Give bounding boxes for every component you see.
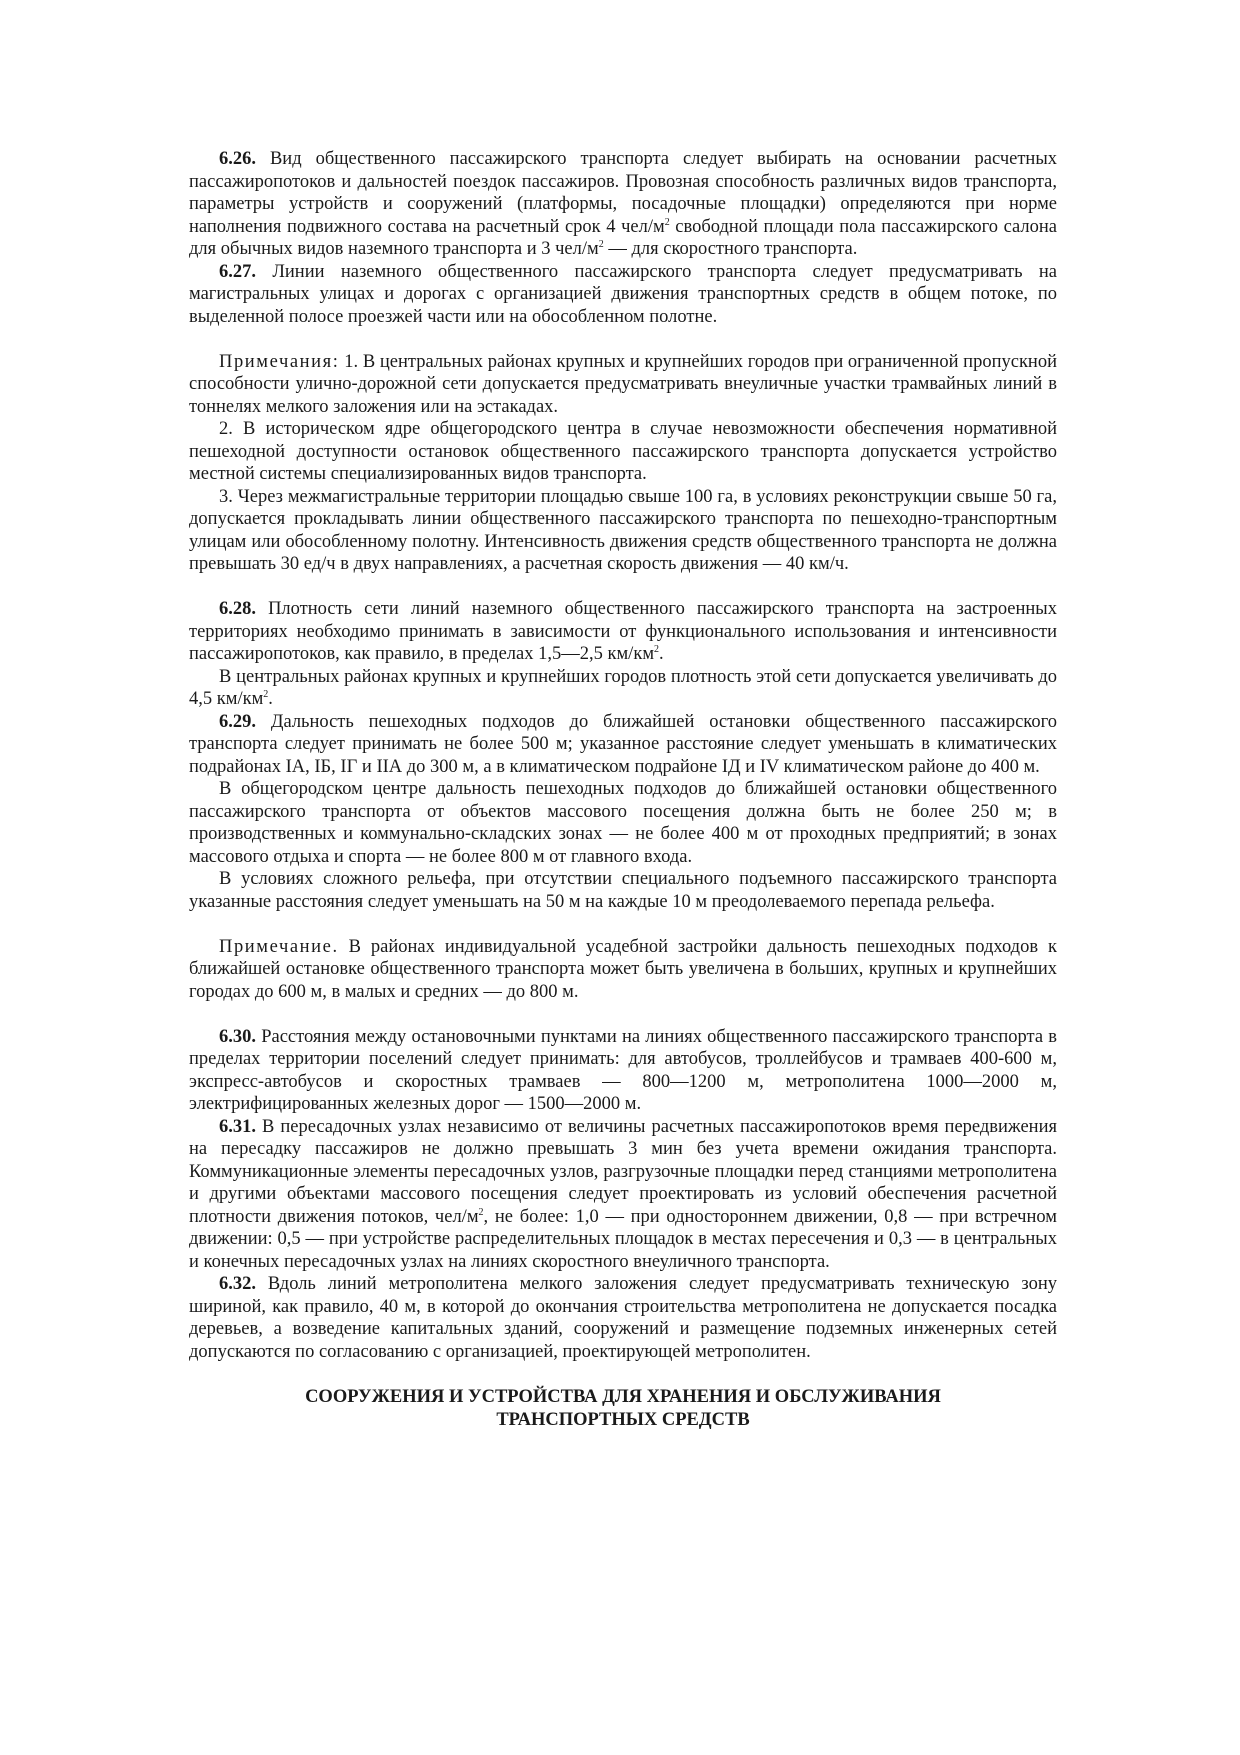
paragraph-6-32 bbox=[189, 1273, 1057, 1363]
superscript: 2 bbox=[654, 644, 660, 655]
paragraph-text: Дальность пешеходных подходов до ближайшей остановки общественного пассажирского транспорта следует принимать не более 500 м; указанное расстояние следует уменьшать в климатических подрайонах IА, IБ, IГ и IIА до 300 м, а в климатическом подрайоне IД и IV климатическом районе до 400 м. bbox=[189, 711, 1057, 777]
paragraph-text: . bbox=[659, 644, 664, 664]
paragraph-6-31 bbox=[189, 1116, 1057, 1274]
superscript: 2 bbox=[263, 689, 269, 700]
paragraph-6-30 bbox=[189, 1026, 1057, 1116]
paragraph-text: . bbox=[268, 689, 273, 709]
paragraph-text: В пересадочных узлах независимо от величины расчетных пассажиропотоков время передвижения на пересадку пассажиров не должно превышать 3 мин без учета времени ожидания транспорта. Коммуникационные элементы пересадочных узлов, разгрузочные площадки перед станциями метрополитена и другими объектами массового посещения следует проектировать из условий обеспечения расчетной плотности движения потоков, чел/м bbox=[189, 1116, 1057, 1227]
note-3 bbox=[189, 486, 1057, 576]
paragraph-6-27 bbox=[189, 261, 1057, 329]
paragraph-text: Вид общественного пассажирского транспорта следует выбирать на основании расчетных пассажиропотоков и дальностей поездок пассажиров. Провозная способность различных видов транспорта, параметры устройств и сооружений (платформы, посадочные площадки) определяются при норме наполнения подвижного состава на расчетный срок 4 чел/м bbox=[189, 149, 1057, 237]
paragraph-text: свободной площади пола пассажирского салона для обычных видов наземного транспорта и 3 чел/м bbox=[189, 216, 1057, 259]
note-1 bbox=[189, 351, 1057, 419]
paragraph-text: В центральных районах крупных и крупнейших городов плотность этой сети допускается увеличивать до 4,5 км/км bbox=[189, 666, 1057, 709]
note-text: 2. В историческом ядре общегородского центра в случае невозможности обеспечения нормативной пешеходной доступности остановок общественного пассажирского транспорта допускается устройство местной системы специализированных видов транспорта. bbox=[189, 419, 1057, 484]
superscript: 2 bbox=[598, 239, 604, 250]
clause-number: 6.32. bbox=[219, 1274, 256, 1294]
paragraph-text: В условиях сложного рельефа, при отсутствии специального подъемного пассажирского транспорта указанные расстояния следует уменьшать на 50 м на каждые 10 м преодолеваемого перепада рельефа. bbox=[189, 869, 1057, 912]
clause-number: 6.31. bbox=[219, 1116, 256, 1137]
paragraph-text: В общегородском центре дальность пешеходных подходов до ближайшей остановки общественного пассажирского транспорта от объектов массового посещения должна быть не более 250 м; в производственных и коммунально-складских зонах — не более 400 м от проходных предприятий; в зонах массового отдыха и спорта — не более 800 м от главного входа. bbox=[189, 779, 1057, 867]
section-heading-line-1: СООРУЖЕНИЯ И УСТРОЙСТВА ДЛЯ ХРАНЕНИЯ И ОБСЛУЖИВАНИЯ bbox=[305, 1387, 941, 1407]
superscript: 2 bbox=[664, 216, 670, 228]
paragraph-text: Плотность сети линий наземного общественного пассажирского транспорта на застроенных территориях необходимо принимать в зависимости от функционального использования и интенсивности пассажиропотоков, как правило, в пределах 1,5—2,5 км/км bbox=[189, 599, 1057, 664]
paragraph-text: Линии наземного общественного пассажирского транспорта следует предусматривать на магистральных улицах и дорогах с организацией движения транспортных средств в общем потоке, по выделенной полосе проезжей части или на обособленном полотне. bbox=[189, 261, 1057, 327]
note-label: Примечание. bbox=[219, 936, 339, 957]
section-heading-line-2: ТРАНСПОРТНЫХ СРЕДСТВ bbox=[496, 1409, 750, 1430]
clause-number: 6.29. bbox=[219, 711, 256, 732]
clause-number: 6.27. bbox=[219, 261, 256, 282]
paragraph-6-29-continued bbox=[189, 778, 1057, 868]
paragraph-text: Вдоль линий метрополитена мелкого заложения следует предусматривать техническую зону шириной, как правило, 40 м, в которой до окончания строительства метрополитена не допускается посадка деревьев, а возведение капитальных зданий, сооружений и размещение подземных инженерных сетей допускаются по согласованию с организацией, проектирующей метрополитен. bbox=[189, 1274, 1057, 1362]
paragraph-text: Расстояния между остановочными пунктами на линиях общественного пассажирского транспорта в пределах территории поселений следует принимать: для автобусов, троллейбусов и трамваев 400-600 м, экспресс-автобусов и скоростных трамваев — 800—1200 м, метрополитена 1000—2000 м, электрифицированных железных дорог — 1500—2000 м. bbox=[189, 1026, 1057, 1114]
paragraph-6-29-relief bbox=[189, 868, 1057, 913]
paragraph-text: , не более: 1,0 — при одностороннем движении, 0,8 — при встречном движении: 0,5 — при устройстве распределительных площадок в местах пересечения и 0,3 — в центральных и конечных пересадочных узлах на линиях скоростного внеуличного транспорта. bbox=[189, 1206, 1057, 1272]
note-text: В районах индивидуальной усадебной застройки дальность пешеходных подходов к ближайшей остановке общественного транспорта может быть увеличена в больших, крупных и крупнейших городах до 600 м, в малых и средних — до 800 м. bbox=[189, 936, 1057, 1002]
paragraph-6-28-continued bbox=[189, 666, 1057, 711]
paragraph-6-29 bbox=[189, 711, 1057, 779]
notes-label: Примечания: bbox=[219, 351, 340, 372]
note-text: 3. Через межмагистральные территории площадью свыше 100 га, в условиях реконструкции свыше 50 га, допускается прокладывать линии общественного пассажирского транспорта по пешеходно-транспортным улицам или обособленному полотну. Интенсивность движения средств общественного транспорта не должна превышать 30 ед/ч в двух направлениях, а расчетная скорость движения — 40 км/ч. bbox=[189, 486, 1057, 574]
clause-number: 6.26. bbox=[219, 149, 256, 169]
section-heading bbox=[189, 1386, 1057, 1431]
paragraph-text: — для скоростного транспорта. bbox=[603, 239, 858, 259]
paragraph-6-28 bbox=[189, 598, 1057, 666]
document-page bbox=[189, 148, 1057, 1431]
note-single bbox=[189, 936, 1057, 1004]
clause-number: 6.28. bbox=[219, 599, 256, 619]
paragraph-6-26 bbox=[189, 148, 1057, 261]
clause-number: 6.30. bbox=[219, 1026, 256, 1047]
superscript: 2 bbox=[478, 1206, 484, 1218]
note-text: 1. В центральных районах крупных и крупнейших городов при ограниченной пропускной способности улично-дорожной сети допускается предусматривать внеуличные участки трамвайных линий в тоннелях мелкого заложения или на эстакадах. bbox=[189, 351, 1057, 417]
note-2 bbox=[189, 418, 1057, 486]
